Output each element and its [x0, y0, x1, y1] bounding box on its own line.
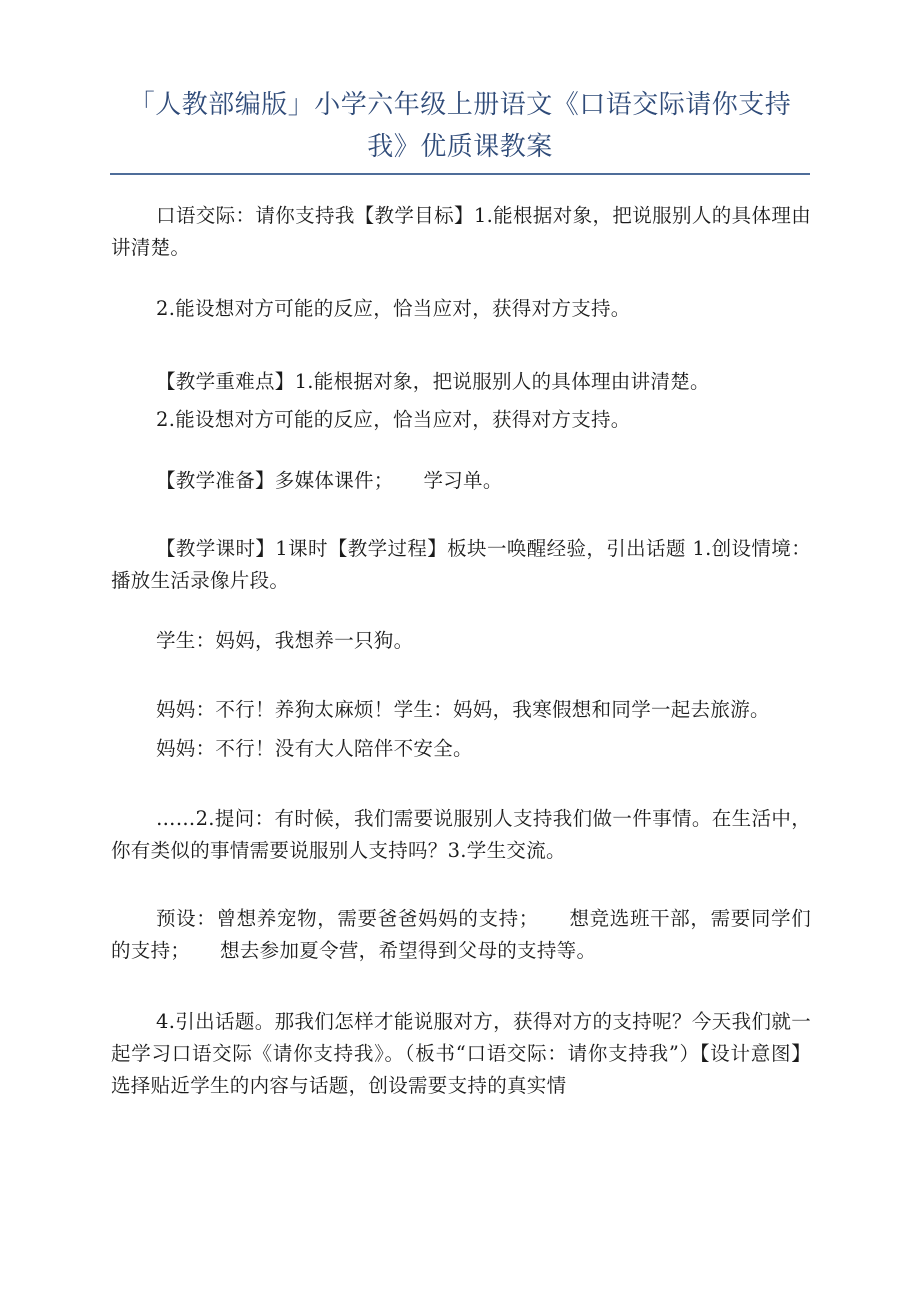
document-title: 「人教部编版」小学六年级上册语文《口语交际请你支持我》优质课教案: [128, 90, 792, 162]
title-divider: [110, 173, 810, 175]
paragraph-preparation: 【教学准备】多媒体课件； 学习单。: [156, 469, 503, 492]
paragraph-key-point-2: 2.能设想对方可能的反应，恰当应对，获得对方支持。: [156, 408, 631, 431]
paragraph-key-points: 【教学重难点】1.能根据对象，把说服别人的具体理由讲清楚。: [156, 370, 710, 393]
paragraph-question: ……2.提问：有时候，我们需要说服别人支持我们做一件事情。在生活中，你有类似的事情需要说服别人支持吗？3.学生交流。: [111, 807, 811, 862]
paragraph-lesson-process: 【教学课时】1课时【教学过程】板块一唤醒经验，引出话题 1.创设情境：播放生活录像片段。: [111, 537, 811, 592]
paragraph-topic-intro: 4.引出话题。那我们怎样才能说服对方，获得对方的支持呢？今天我们就一起学习口语交际《请你支持我》。（板书“口语交际：请你支持我”）【设计意图】选择贴近学生的内容与话题，创设需要支持的真实情: [111, 1010, 811, 1097]
paragraph-objectives: 口语交际：请你支持我【教学目标】1.能根据对象，把说服别人的具体理由讲清楚。: [111, 204, 811, 259]
paragraph-dialogue-3: 妈妈：不行！没有大人陪伴不安全。: [156, 737, 473, 760]
paragraph-objective-2: 2.能设想对方可能的反应，恰当应对，获得对方支持。: [156, 297, 631, 320]
paragraph-dialogue-2: 妈妈：不行！养狗太麻烦！学生：妈妈，我寒假想和同学一起去旅游。: [156, 698, 770, 721]
paragraph-presets: 预设：曾想养宠物，需要爸爸妈妈的支持； 想竞选班干部，需要同学们的支持； 想去参加夏令营，希望得到父母的支持等。: [111, 907, 811, 962]
paragraph-dialogue-1: 学生：妈妈，我想养一只狗。: [156, 629, 414, 652]
